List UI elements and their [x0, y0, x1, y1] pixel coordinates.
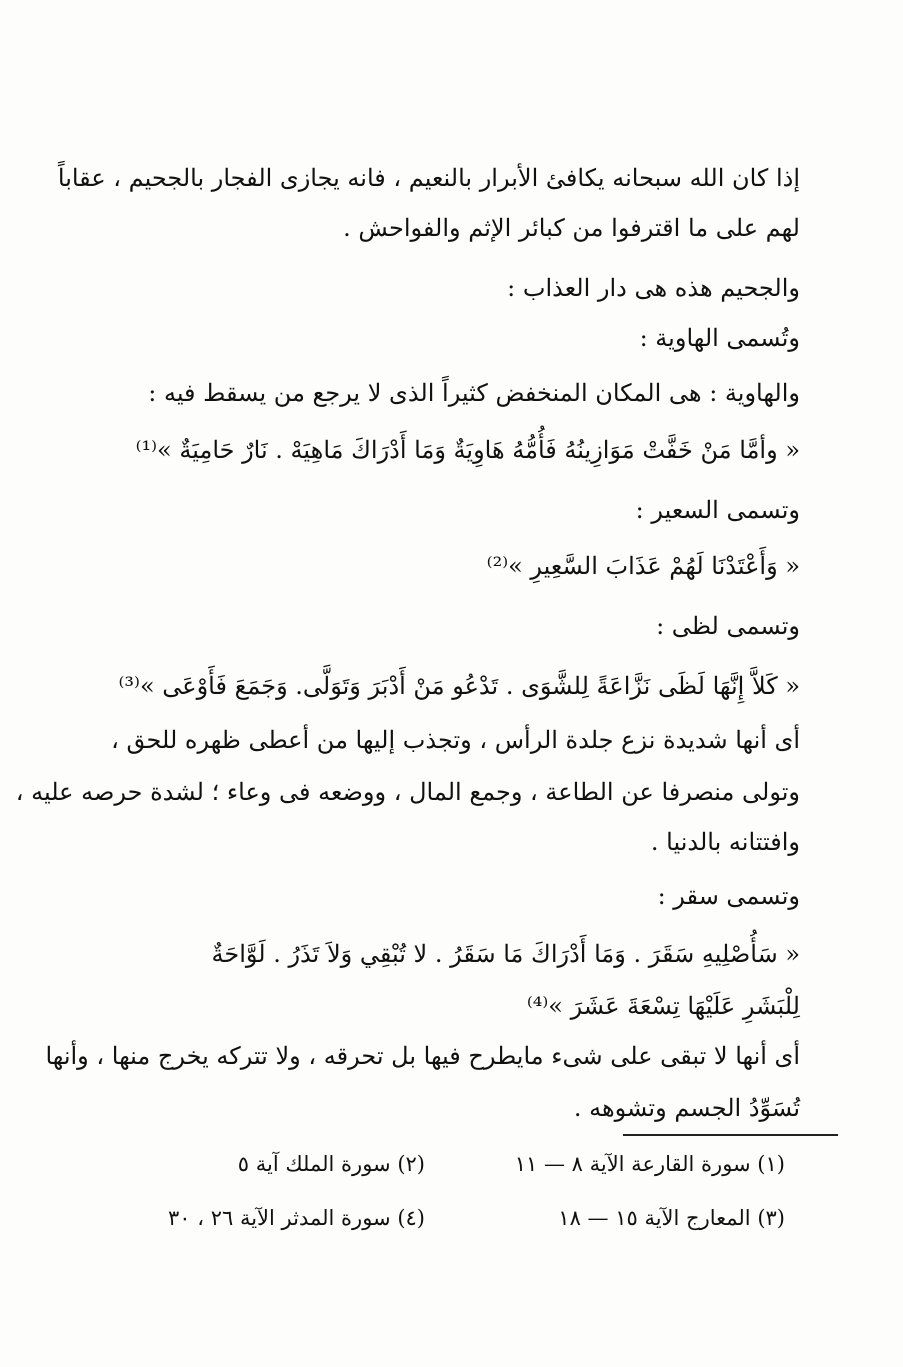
footnote-1: (١) سورة القارعة الآية ٨ — ١١	[514, 1152, 785, 1176]
footnote-divider	[623, 1134, 838, 1136]
quran-verse: « كَلاَّ إِنَّهَا لَظَى نَزَّاعَةً لِلشَّوَى . تَدْعُو مَنْ أَدْبَرَ وَتَوَلَّى. وَجَمَعَ فَأَوْعَى »⁽³⁾	[118, 672, 800, 700]
paragraph-line: وتولى منصرفا عن الطاعة ، وجمع المال ، ووضعه فى وعاء ؛ لشدة حرصه عليه ،	[15, 778, 800, 806]
quran-verse: لِلْبَشَرِ عَلَيْهَا تِسْعَةَ عَشَرَ »⁽⁴⁾	[526, 992, 800, 1020]
paragraph-line: وتسمى لظى :	[656, 612, 800, 640]
footnote-2: (٢) سورة الملك آية ٥	[237, 1152, 425, 1176]
paragraph-line: والهاوية : هى المكان المنخفض كثيراً الذى لا يرجع من يسقط فيه :	[148, 379, 800, 407]
paragraph-line: وتسمى سقر :	[657, 882, 800, 910]
paragraph-line: وافتتانه بالدنيا .	[650, 828, 800, 856]
footnote-3: (٣) المعارج الآية ١٥ — ١٨	[558, 1206, 785, 1230]
paragraph-line: تُسَوِّدُ الجسم وتشوهه .	[573, 1094, 800, 1122]
paragraph-line: إذا كان الله سبحانه يكافئ الأبرار بالنعيم ، فانه يجازى الفجار بالجحيم ، عقاباً	[57, 164, 800, 192]
quran-verse: « وَأَعْتَدْنَا لَهُمْ عَذَابَ السَّعِيرِ »⁽²⁾	[486, 552, 800, 580]
paragraph-line: لهم على ما اقترفوا من كبائر الإثم والفواحش .	[343, 214, 800, 242]
paragraph-line: وتُسمى الهاوية :	[639, 324, 800, 352]
paragraph-line: وتسمى السعير :	[635, 496, 800, 524]
paragraph-line: والجحيم هذه هى دار العذاب :	[507, 274, 800, 302]
paragraph-line: أى أنها لا تبقى على شىء مايطرح فيها بل تحرقه ، ولا تتركه يخرج منها ، وأنها	[45, 1042, 800, 1070]
paragraph-line: أى أنها شديدة نزع جلدة الرأس ، وتجذب إليها من أعطى ظهره للحق ،	[111, 726, 800, 754]
footnote-4: (٤) سورة المدثر الآية ٢٦ ، ٣٠	[168, 1206, 425, 1230]
quran-verse: « وأمَّا مَنْ خَفَّتْ مَوَازِينُهُ فَأُمُّهُ هَاوِيَةٌ وَمَا أَدْرَاكَ مَاهِيَهْ . نَارٌ حَامِيَةٌ »⁽¹⁾	[135, 436, 800, 464]
quran-verse: « سَأُصْلِيهِ سَقَرَ . وَمَا أَدْرَاكَ مَا سَقَرُ . لا تُبْقِي وَلاَ تَذَرُ . لَوَّاحَةٌ	[211, 940, 800, 968]
